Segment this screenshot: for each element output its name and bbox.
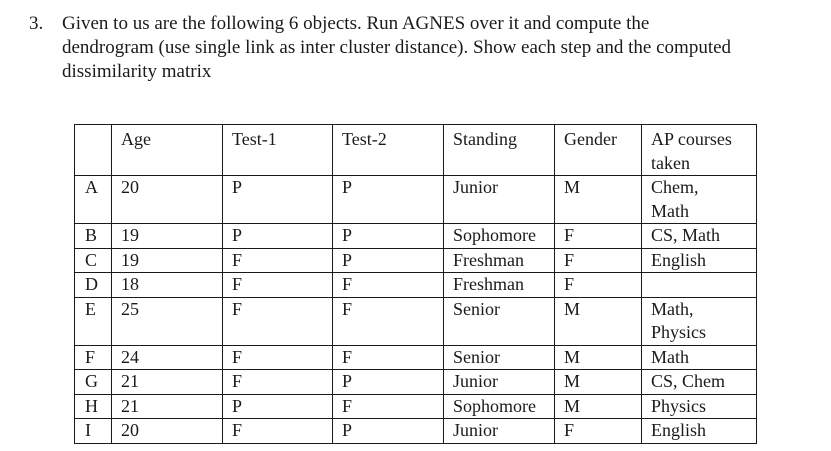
cell-ap-courses: English <box>642 419 757 444</box>
cell-gender: M <box>555 394 642 419</box>
header-test2: Test-2 <box>333 125 444 176</box>
question-number: 3. <box>29 13 44 34</box>
cell-standing: Sophomore <box>444 224 555 249</box>
cell-test2: P <box>333 419 444 444</box>
cell-standing: Senior <box>444 345 555 370</box>
cell-gender: M <box>555 345 642 370</box>
cell-ap-courses: Math <box>642 345 757 370</box>
cell-gender: M <box>555 370 642 395</box>
question-line: dissimilarity matrix <box>62 61 212 82</box>
cell-test1: F <box>223 419 333 444</box>
header-age: Age <box>112 125 223 176</box>
cell-ap-courses: Physics <box>642 394 757 419</box>
cell-standing: Sophomore <box>444 394 555 419</box>
cell-test1: P <box>223 394 333 419</box>
cell-test1: F <box>223 273 333 298</box>
cell-gender: F <box>555 248 642 273</box>
cell-gender: F <box>555 273 642 298</box>
row-id: F <box>75 345 112 370</box>
row-id: I <box>75 419 112 444</box>
ap-line-1: Math, <box>651 298 694 319</box>
cell-test1: F <box>223 248 333 273</box>
table-header-row <box>75 125 757 176</box>
cell-ap-courses <box>642 176 757 224</box>
objects-table <box>74 124 757 444</box>
cell-ap-courses: CS, Chem <box>642 370 757 395</box>
table-row <box>75 419 757 444</box>
row-id: H <box>75 394 112 419</box>
cell-age: 25 <box>112 297 223 345</box>
cell-test2: P <box>333 224 444 249</box>
cell-age: 24 <box>112 345 223 370</box>
cell-gender: F <box>555 224 642 249</box>
row-id: A <box>75 176 112 224</box>
table-row <box>75 248 757 273</box>
row-id: D <box>75 273 112 298</box>
cell-age: 20 <box>112 176 223 224</box>
row-id: G <box>75 370 112 395</box>
cell-age: 19 <box>112 224 223 249</box>
cell-ap-courses: English <box>642 248 757 273</box>
cell-test2: F <box>333 273 444 298</box>
question-line: dendrogram (use single link as inter cluster distance). Show each step and the computed <box>62 37 732 58</box>
cell-test1: P <box>223 224 333 249</box>
table-row <box>75 345 757 370</box>
cell-test1: F <box>223 297 333 345</box>
cell-test2: P <box>333 248 444 273</box>
cell-test2: F <box>333 297 444 345</box>
row-id: B <box>75 224 112 249</box>
cell-standing: Junior <box>444 176 555 224</box>
cell-age: 20 <box>112 419 223 444</box>
cell-test2: P <box>333 176 444 224</box>
header-ap-line-1: AP courses <box>651 129 732 149</box>
cell-ap-courses <box>642 297 757 345</box>
header-corner <box>75 125 112 176</box>
ap-line-1: Chem, <box>651 177 699 197</box>
cell-test2: F <box>333 394 444 419</box>
cell-standing: Freshman <box>444 273 555 298</box>
table-row <box>75 297 757 345</box>
row-id: E <box>75 297 112 345</box>
cell-standing: Freshman <box>444 248 555 273</box>
cell-age: 21 <box>112 394 223 419</box>
cell-standing: Junior <box>444 419 555 444</box>
cell-test1: P <box>223 176 333 224</box>
cell-test2: P <box>333 370 444 395</box>
cell-gender: M <box>555 297 642 345</box>
table-row <box>75 370 757 395</box>
cell-ap-courses: CS, Math <box>642 224 757 249</box>
cell-test1: F <box>223 345 333 370</box>
cell-gender: F <box>555 419 642 444</box>
ap-line-2: Math <box>651 200 689 221</box>
cell-test2: F <box>333 345 444 370</box>
question-text <box>62 12 822 84</box>
cell-age: 18 <box>112 273 223 298</box>
header-ap-line-2: taken <box>651 152 690 173</box>
cell-age: 19 <box>112 248 223 273</box>
cell-gender: M <box>555 176 642 224</box>
row-id: C <box>75 248 112 273</box>
cell-standing: Junior <box>444 370 555 395</box>
table-row <box>75 394 757 419</box>
header-gender: Gender <box>555 125 642 176</box>
table-row <box>75 224 757 249</box>
ap-line-2: Physics <box>651 322 707 342</box>
cell-ap-courses <box>642 273 757 298</box>
header-ap-courses <box>642 125 757 176</box>
table-row <box>75 273 757 298</box>
cell-standing: Senior <box>444 297 555 345</box>
header-test1: Test-1 <box>223 125 333 176</box>
cell-age: 21 <box>112 370 223 395</box>
header-standing: Standing <box>444 125 555 176</box>
question-line: Given to us are the following 6 objects. Run AGNES over it and compute the <box>62 13 650 34</box>
table-row <box>75 176 757 224</box>
cell-test1: F <box>223 370 333 395</box>
